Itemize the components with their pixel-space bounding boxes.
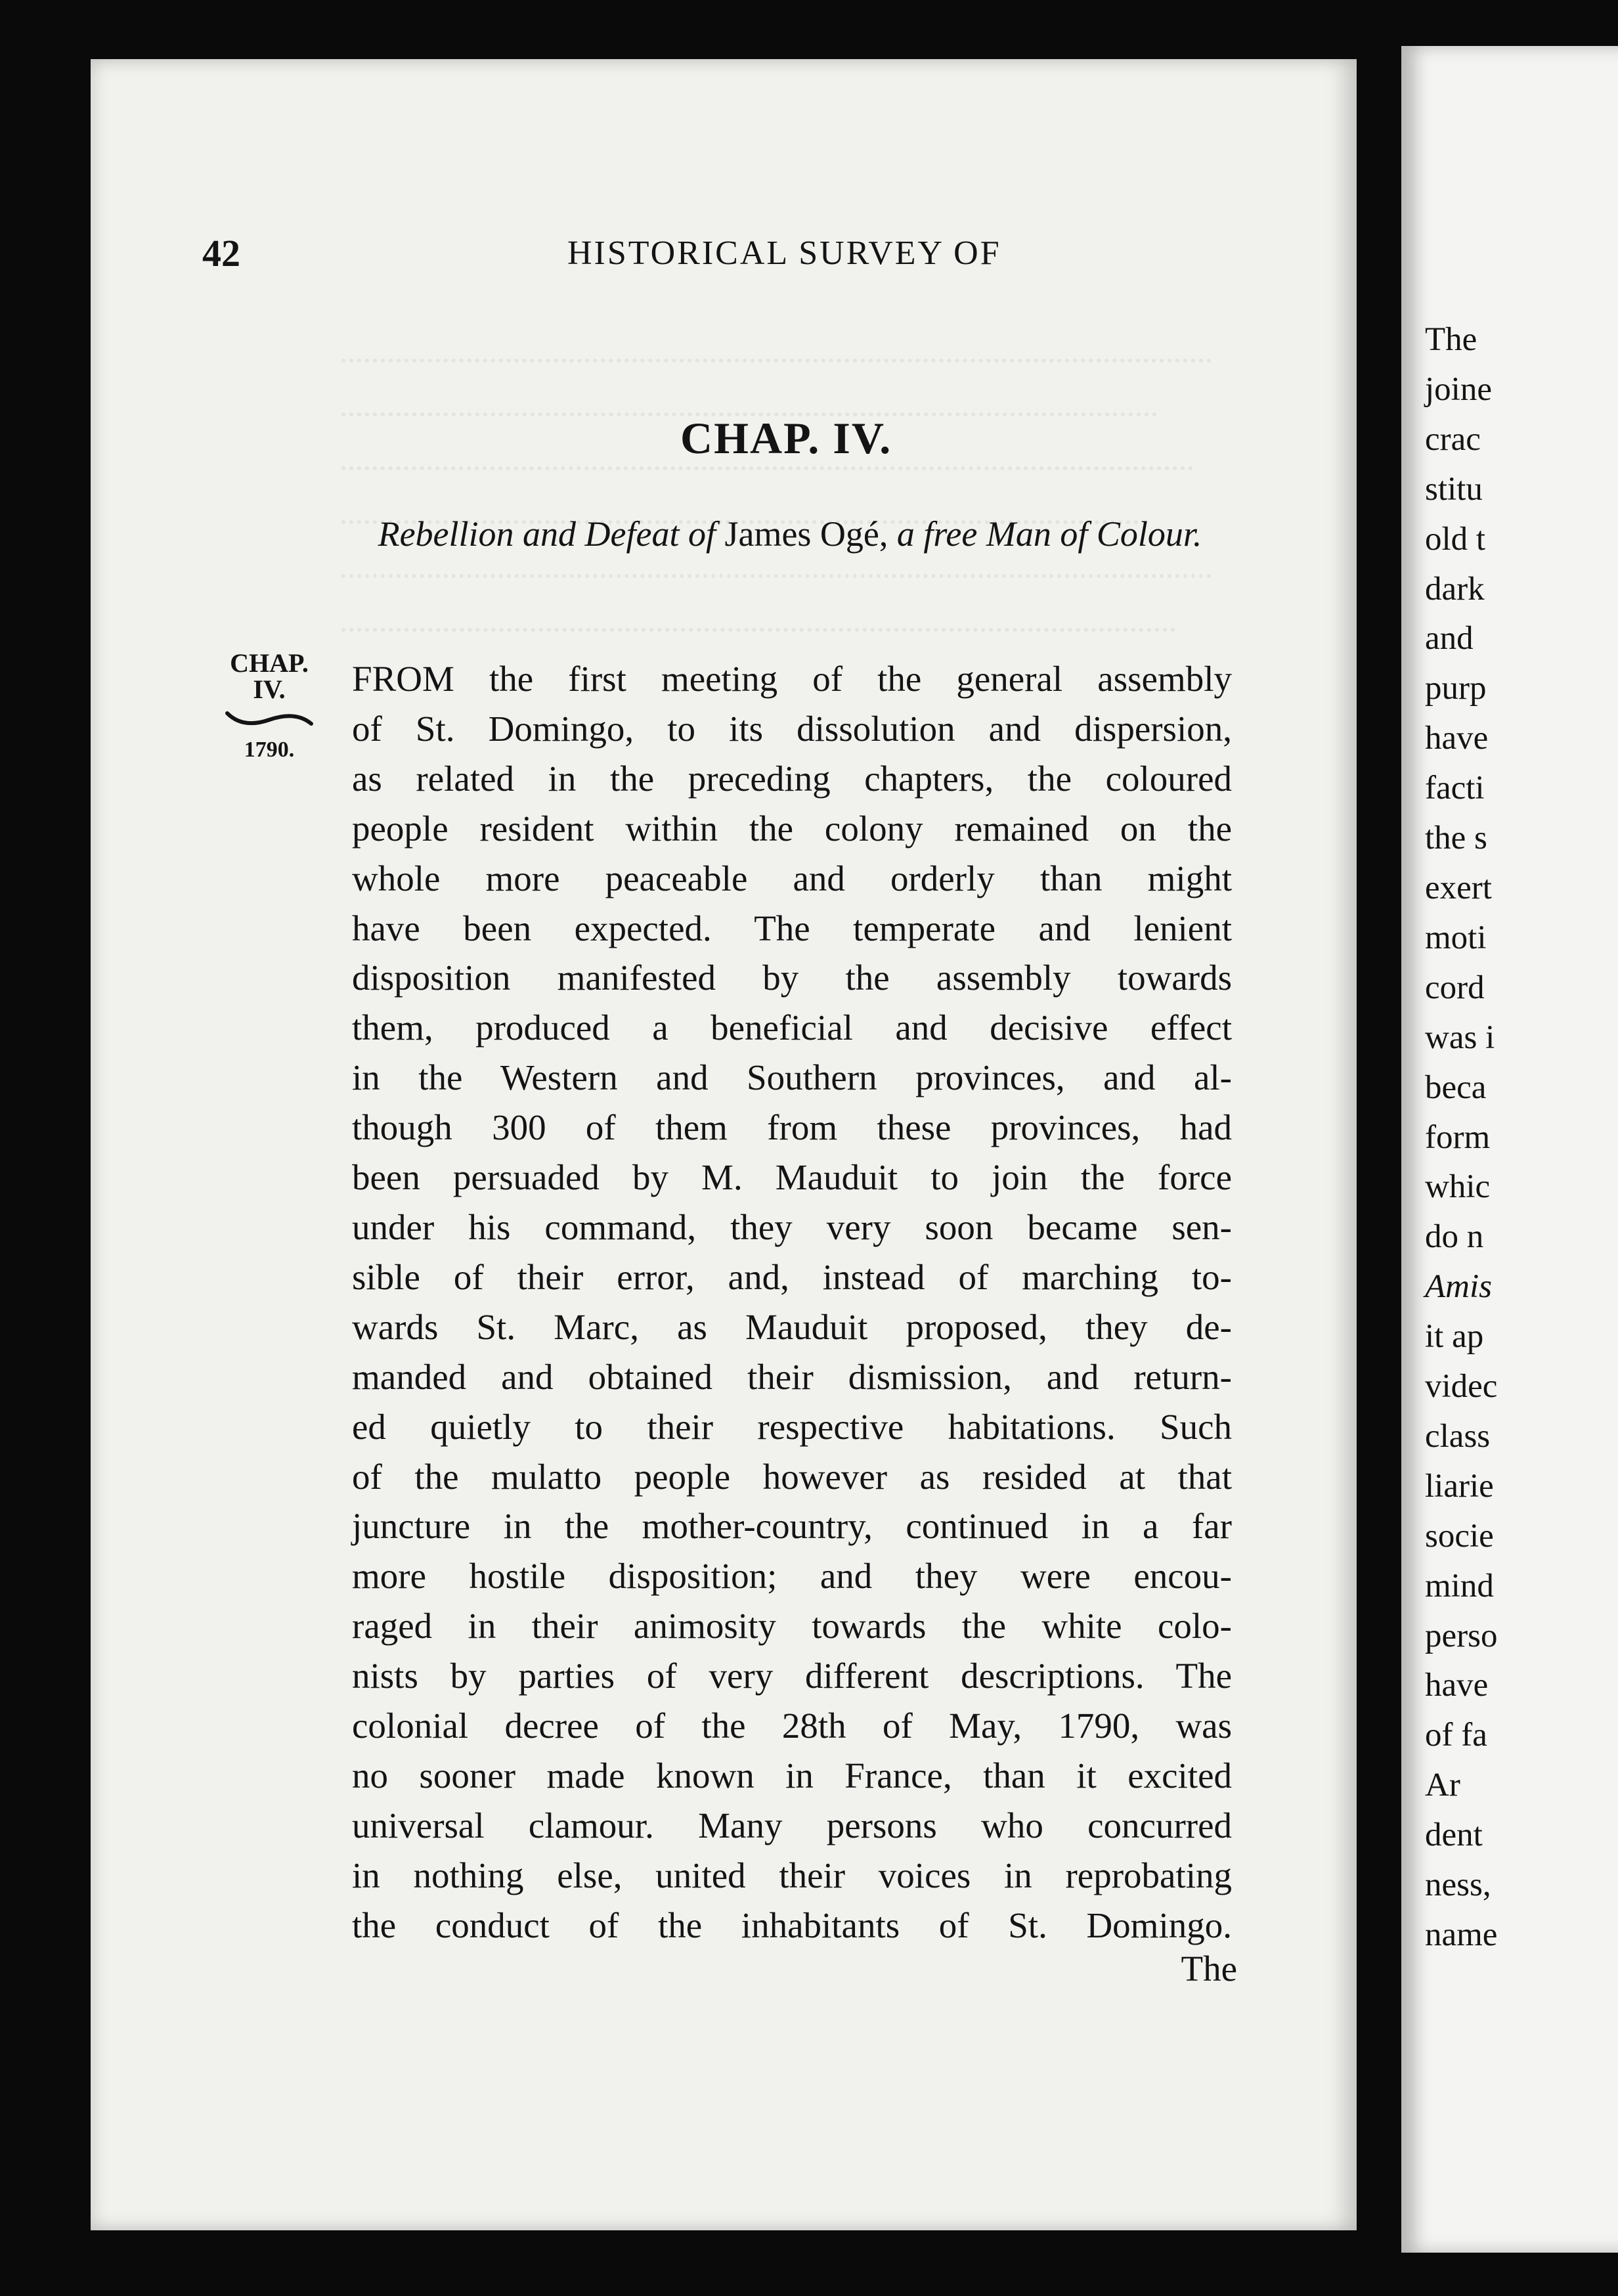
body-line: ed quietly to their respective habitations. Such [352,1406,1232,1447]
right-page-line: dent [1425,1817,1483,1854]
right-page-line: Amis [1425,1268,1492,1306]
subtitle-part: Rebellion and Defeat of [378,514,725,554]
right-page-line: liarie [1425,1467,1494,1505]
body-line: universal clamour. Many persons who concurred [352,1805,1232,1845]
body-line: sible of their error, and, instead of marching to- [352,1256,1232,1297]
right-page-line: socie [1425,1517,1494,1555]
right-page-line: form [1425,1118,1491,1156]
body-line: wards St. Marc, as Mauduit proposed, they de- [352,1306,1232,1347]
right-page-line: exert [1425,869,1492,906]
body-line: disposition manifested by the assembly towards [352,958,1232,998]
right-page-line: The [1425,321,1477,358]
chapter-title: CHAP. IV. [680,413,892,463]
right-page-line: stitu [1425,470,1483,508]
body-line: of the mulatto people however as resided at that [352,1456,1232,1497]
body-line: under his command, they very soon became sen- [352,1206,1232,1247]
body-line: raged in their animosity towards the white colo- [352,1606,1232,1646]
catchword: The [1181,1949,1237,1989]
body-line: people resident within the colony remained on the [352,808,1232,849]
running-head: HISTORICAL SURVEY OF [567,234,1001,272]
right-page-line: mind [1425,1567,1494,1604]
right-page-line: moti [1425,919,1487,956]
right-page-line: dark [1425,570,1485,607]
body-line: have been expected. The temperate and lenient [352,908,1232,948]
body-line: more hostile disposition; and they were encou- [352,1556,1232,1597]
right-page-line: have [1425,720,1489,757]
show-through-texture [341,309,1248,632]
body-line: in nothing else, united their voices in reprobating [352,1855,1232,1895]
right-page-line: class [1425,1417,1491,1455]
body-line: whole more peaceable and orderly than might [352,858,1232,898]
body-line: nists by parties of very different descriptions. The [352,1656,1232,1696]
subtitle-part: a free Man of Colour. [896,514,1202,554]
right-page-line: do n [1425,1218,1484,1256]
body-line: FROM the first meeting of the general assembly [352,659,1232,699]
subtitle-part: James Ogé, [724,514,897,554]
right-page-line: whic [1425,1168,1491,1206]
body-line: though 300 of them from these provinces, had [352,1107,1232,1148]
body-line: manded and obtained their dismission, and return- [352,1356,1232,1397]
body-line: been persuaded by M. Mauduit to join the force [352,1157,1232,1198]
margin-note [223,650,315,763]
right-page-line: joine [1425,370,1492,408]
page-number: 42 [202,232,240,275]
right-page-line: the s [1425,820,1487,857]
right-page-line: beca [1425,1069,1487,1106]
body-line: colonial decree of the 28th of May, 1790, was [352,1706,1232,1746]
body-line: the conduct of the inhabitants of St. Domingo. [352,1905,1232,1945]
body-line: no sooner made known in France, than it excited [352,1755,1232,1796]
right-page-text [1425,315,1618,1960]
body-line: them, produced a beneficial and decisive effect [352,1007,1232,1048]
body-line: in the Western and Southern provinces, and al- [352,1057,1232,1098]
right-page-line: facti [1425,770,1485,807]
body-line: juncture in the mother-country, continued in a far [352,1506,1232,1547]
right-page-line: of fa [1425,1717,1487,1754]
right-page-line: ness, [1425,1866,1491,1904]
body-line: as related in the preceding chapters, the coloured [352,758,1232,799]
right-page-line: it ap [1425,1318,1484,1356]
swash-ornament-icon [223,707,315,733]
right-page-line: and [1425,620,1474,657]
right-page-line: name [1425,1916,1498,1953]
right-page-line: videc [1425,1368,1498,1405]
margin-note-number: IV. [253,674,286,704]
right-page-line: purp [1425,670,1487,707]
margin-note-year: 1790. [244,738,295,762]
chapter-subtitle [352,510,1228,558]
right-page-line: perso [1425,1617,1498,1654]
right-page-line: crac [1425,420,1481,458]
right-page-line: have [1425,1667,1489,1704]
body-line: of St. Domingo, to its dissolution and dispersion, [352,708,1232,749]
right-page-line: old t [1425,520,1486,558]
margin-note-chap: CHAP. [230,648,309,678]
right-page-line: cord [1425,969,1485,1006]
right-page-line: was i [1425,1019,1495,1056]
body-text [352,654,1232,1951]
right-page-line: Ar [1425,1767,1460,1804]
